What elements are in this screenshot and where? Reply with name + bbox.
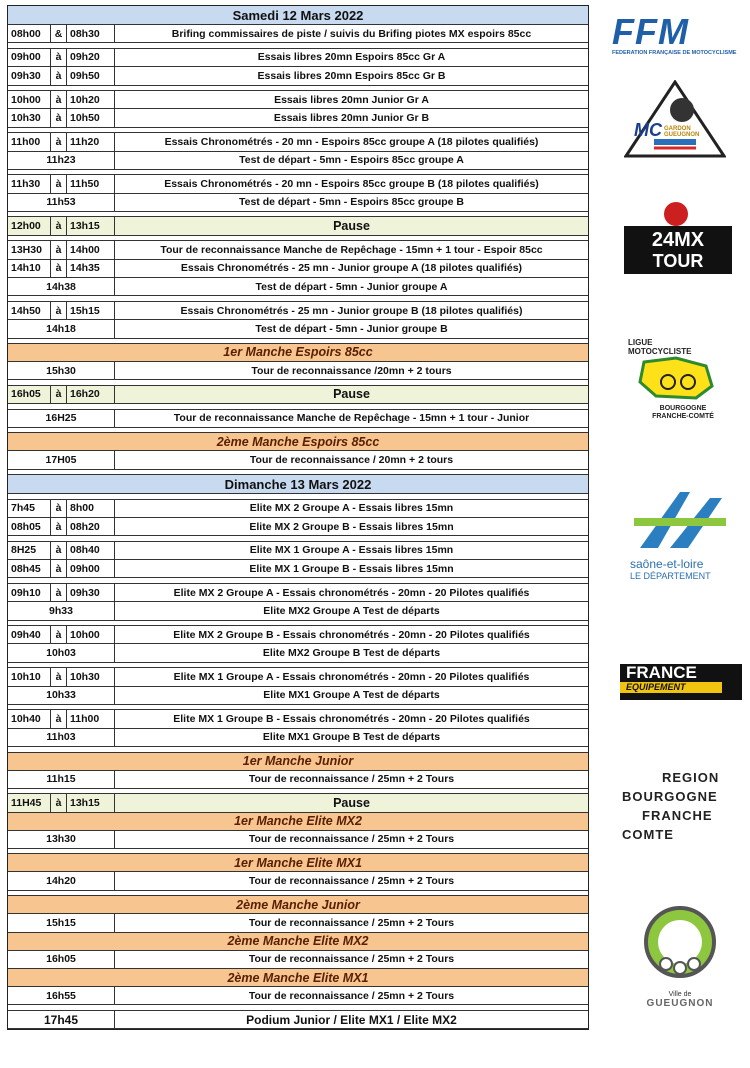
24mx-tour-logo xyxy=(624,200,734,274)
schedule-row xyxy=(8,25,588,43)
day-header-row xyxy=(8,6,588,25)
manche-header-row xyxy=(8,813,588,831)
separator-cell: à xyxy=(51,175,67,192)
schedule-row xyxy=(8,152,588,170)
manche-title: 1er Manche Junior xyxy=(242,754,354,769)
schedule-row xyxy=(8,133,588,151)
schedule-row xyxy=(8,241,588,259)
manche-header-row xyxy=(8,969,588,987)
mc-gardon-logo xyxy=(624,80,726,158)
description-cell: Essais libres 20mn Espoirs 85cc Gr A xyxy=(257,51,446,64)
separator-cell: à xyxy=(51,518,67,535)
schedule-row xyxy=(8,872,588,890)
description-cell: Podium Junior / Elite MX1 / Elite MX2 xyxy=(246,1012,457,1027)
manche-title: 1er Manche Elite MX2 xyxy=(234,814,362,829)
separator-cell: à xyxy=(51,794,67,811)
description-cell: Essais Chronométrés - 25 mn - Junior groupe A (18 pilotes qualifiés) xyxy=(180,262,523,275)
schedule-row xyxy=(8,67,588,85)
pause-row xyxy=(8,217,588,235)
ffm-logo-text: FFM xyxy=(612,11,689,52)
24mx-line1: 24MX xyxy=(651,229,705,251)
time-cell: 14h18 xyxy=(8,320,115,337)
end-time-cell: 14h00 xyxy=(67,241,115,258)
description-cell: Test de départ - 5mn - Espoirs 85cc groupe A xyxy=(239,154,464,167)
time-cell: 16H25 xyxy=(8,410,115,427)
ligue-line3: BOURGOGNE xyxy=(659,405,707,412)
schedule-row xyxy=(8,302,588,320)
end-time-cell: 09h00 xyxy=(67,560,115,577)
schedule-row xyxy=(8,362,588,380)
separator-cell: à xyxy=(51,91,67,108)
schedule-row xyxy=(8,260,588,278)
separator-cell: & xyxy=(51,25,67,42)
manche-title: 1er Manche Elite MX1 xyxy=(234,855,362,870)
description-cell: Tour de reconnaissance Manche de Repêchage - 15mn + 1 tour - Espoir 85cc xyxy=(160,243,543,256)
24mx-line2: TOUR xyxy=(652,251,704,271)
start-time-cell: 11H45 xyxy=(8,794,51,811)
time-cell: 11h03 xyxy=(8,729,115,746)
start-time-cell: 11h30 xyxy=(8,175,51,192)
day-header-row xyxy=(8,475,588,494)
manche-header-row xyxy=(8,433,588,451)
end-time-cell: 11h50 xyxy=(67,175,115,192)
mc-gardon-subtitle: GARDON GUEUGNON xyxy=(664,126,700,138)
start-time-cell: 08h05 xyxy=(8,518,51,535)
region-logo xyxy=(622,768,742,844)
end-time-cell: 13h15 xyxy=(67,794,115,811)
time-cell: 11h53 xyxy=(8,194,115,211)
schedule-row xyxy=(8,1011,588,1029)
time-cell: 17H05 xyxy=(8,451,115,468)
schedule-row xyxy=(8,729,588,747)
start-time-cell: 09h40 xyxy=(8,626,51,643)
ligue-line1: LIGUE xyxy=(628,338,653,347)
end-time-cell: 08h20 xyxy=(67,518,115,535)
start-time-cell: 8H25 xyxy=(8,542,51,559)
description-cell: Tour de reconnaissance / 20mn + 2 tours xyxy=(249,454,454,467)
schedule-row xyxy=(8,584,588,602)
start-time-cell: 14h10 xyxy=(8,260,51,277)
saone-et-loire-emblem-icon xyxy=(630,488,730,552)
end-time-cell: 10h20 xyxy=(67,91,115,108)
manche-header-row xyxy=(8,854,588,872)
description-cell: Essais libres 20mn Espoirs 85cc Gr B xyxy=(257,69,446,82)
description-cell: Pause xyxy=(333,219,370,234)
description-cell: Essais Chronométrés - 20 mn - Espoirs 85cc groupe B (18 pilotes qualifiés) xyxy=(164,177,539,190)
description-cell: Elite MX1 Groupe A Test de départs xyxy=(263,689,440,702)
description-cell: Elite MX 2 Groupe B - Essais chronométrés - 20mn - 20 Pilotes qualifiés xyxy=(173,628,530,641)
description-cell: Test de départ - 5mn - Junior groupe A xyxy=(255,280,448,293)
time-cell: 17h45 xyxy=(8,1011,115,1028)
end-time-cell: 09h20 xyxy=(67,49,115,66)
separator-cell: à xyxy=(51,260,67,277)
schedule-row xyxy=(8,644,588,662)
schedule-row xyxy=(8,500,588,518)
time-cell: 10h03 xyxy=(8,644,115,661)
description-cell: Brifing commissaires de piste / suivis du Brifing piotes MX espoirs 85cc xyxy=(171,27,532,40)
ville-gueugnon-logo xyxy=(630,902,740,1022)
schedule-row xyxy=(8,626,588,644)
description-cell: Tour de reconnaissance Manche de Repêchage - 15mn + 1 tour - Junior xyxy=(173,412,530,425)
description-cell: Essais libres 20mn Junior Gr B xyxy=(273,112,430,125)
schedule-row xyxy=(8,951,588,969)
description-cell: Essais Chronométrés - 25 mn - Junior groupe B (18 pilotes qualifiés) xyxy=(180,304,523,317)
end-time-cell: 10h30 xyxy=(67,668,115,685)
manche-title: 1er Manche Espoirs 85cc xyxy=(223,345,373,360)
start-time-cell: 09h30 xyxy=(8,67,51,84)
description-cell: Elite MX 2 Groupe B - Essais libres 15mn xyxy=(249,520,454,533)
time-cell: 11h23 xyxy=(8,152,115,169)
start-time-cell: 10h10 xyxy=(8,668,51,685)
ffm-logo xyxy=(612,11,742,58)
time-cell: 10h33 xyxy=(8,687,115,704)
description-cell: Pause xyxy=(333,387,370,402)
time-cell: 14h38 xyxy=(8,278,115,295)
schedule-row xyxy=(8,710,588,728)
ville-line1: Ville de xyxy=(668,991,692,998)
description-cell: Essais Chronométrés - 20 mn - Espoirs 85cc groupe A (18 pilotes qualifiés) xyxy=(164,135,539,148)
manche-header-row xyxy=(8,344,588,362)
description-cell: Elite MX1 Groupe B Test de départs xyxy=(262,731,441,744)
separator-cell: à xyxy=(51,626,67,643)
day-title: Samedi 12 Mars 2022 xyxy=(232,7,364,23)
pause-row xyxy=(8,794,588,812)
time-cell: 14h20 xyxy=(8,872,115,889)
schedule-row xyxy=(8,668,588,686)
separator-cell: à xyxy=(51,109,67,126)
day-title: Dimanche 13 Mars 2022 xyxy=(224,476,372,492)
manche-title: 2ème Manche Elite MX2 xyxy=(227,934,369,949)
manche-title: 2ème Manche Espoirs 85cc xyxy=(216,434,380,449)
schedule-row xyxy=(8,771,588,789)
end-time-cell: 08h40 xyxy=(67,542,115,559)
schedule-row xyxy=(8,560,588,578)
manche-header-row xyxy=(8,933,588,951)
schedule-row xyxy=(8,987,588,1005)
start-time-cell: 08h45 xyxy=(8,560,51,577)
france-equipement-logo xyxy=(620,664,742,700)
separator-cell: à xyxy=(51,133,67,150)
start-time-cell: 13H30 xyxy=(8,241,51,258)
schedule-row xyxy=(8,410,588,428)
end-time-cell: 10h00 xyxy=(67,626,115,643)
description-cell: Tour de reconnaissance / 25mn + 2 Tours xyxy=(248,833,455,846)
description-cell: Essais libres 20mn Junior Gr A xyxy=(274,93,429,106)
description-cell: Elite MX 1 Groupe B - Essais chronométrés - 20mn - 20 Pilotes qualifiés xyxy=(173,713,530,726)
end-time-cell: 10h50 xyxy=(67,109,115,126)
description-cell: Elite MX 1 Groupe A - Essais chronométrés - 20mn - 20 Pilotes qualifiés xyxy=(173,670,530,683)
description-cell: Elite MX 1 Groupe B - Essais libres 15mn xyxy=(249,562,454,575)
end-time-cell: 11h00 xyxy=(67,710,115,727)
ffm-logo-subtitle: FEDERATION FRANÇAISE DE MOTOCYCLISME xyxy=(612,50,737,56)
start-time-cell: 7h45 xyxy=(8,500,51,517)
france-line2: EQUIPEMENT xyxy=(620,682,722,693)
end-time-cell: 15h15 xyxy=(67,302,115,319)
end-time-cell: 13h15 xyxy=(67,217,115,234)
schedule-row xyxy=(8,831,588,849)
region-line4: COMTE xyxy=(622,827,674,842)
schedule-row xyxy=(8,91,588,109)
end-time-cell: 11h20 xyxy=(67,133,115,150)
schedule-row xyxy=(8,194,588,212)
description-cell: Tour de reconnaissance / 25mn + 2 Tours xyxy=(248,875,455,888)
schedule-row xyxy=(8,175,588,193)
saone-et-loire-logo xyxy=(630,488,740,588)
end-time-cell: 8h00 xyxy=(67,500,115,517)
time-cell: 16h55 xyxy=(8,987,115,1004)
start-time-cell: 11h00 xyxy=(8,133,51,150)
description-cell: Elite MX 2 Groupe A - Essais libres 15mn xyxy=(249,502,454,515)
description-cell: Elite MX 1 Groupe A - Essais libres 15mn xyxy=(249,544,454,557)
start-time-cell: 14h50 xyxy=(8,302,51,319)
region-line1: REGION xyxy=(662,770,720,785)
ligue-map-icon xyxy=(636,356,716,400)
separator-cell: à xyxy=(51,542,67,559)
time-cell: 16h05 xyxy=(8,951,115,968)
mc-gardon-emblem-icon xyxy=(624,80,726,158)
separator-cell: à xyxy=(51,668,67,685)
description-cell: Tour de reconnaissance / 25mn + 2 Tours xyxy=(248,773,455,786)
schedule-row xyxy=(8,518,588,536)
ligue-logo xyxy=(628,338,738,420)
start-time-cell: 16h05 xyxy=(8,386,51,403)
start-time-cell: 09h10 xyxy=(8,584,51,601)
description-cell: Tour de reconnaissance / 25mn + 2 Tours xyxy=(248,989,455,1002)
saone-line1: saône-et-loire xyxy=(630,557,704,571)
schedule-row xyxy=(8,687,588,705)
sponsor-logos xyxy=(598,0,750,1068)
region-line2: BOURGOGNE xyxy=(622,789,718,804)
ligue-line2: MOTOCYCLISTE xyxy=(628,347,692,356)
time-cell: 15h15 xyxy=(8,914,115,931)
description-cell: Test de départ - 5mn - Junior groupe B xyxy=(255,322,448,335)
separator-cell: à xyxy=(51,560,67,577)
separator-cell: à xyxy=(51,584,67,601)
ville-line2: GUEUGNON xyxy=(646,998,714,1009)
schedule-row xyxy=(8,109,588,127)
description-cell: Test de départ - 5mn - Espoirs 85cc groupe B xyxy=(238,196,465,209)
start-time-cell: 12h00 xyxy=(8,217,51,234)
start-time-cell: 08h00 xyxy=(8,25,51,42)
separator-cell: à xyxy=(51,241,67,258)
time-cell: 15h30 xyxy=(8,362,115,379)
manche-title: 2ème Manche Elite MX1 xyxy=(227,970,369,985)
time-cell: 9h33 xyxy=(8,602,115,619)
manche-title: 2ème Manche Junior xyxy=(236,897,360,912)
france-line1: FRANCE xyxy=(626,663,697,682)
schedule-row xyxy=(8,451,588,469)
start-time-cell: 10h30 xyxy=(8,109,51,126)
separator-cell: à xyxy=(51,217,67,234)
end-time-cell: 09h30 xyxy=(67,584,115,601)
separator-cell: à xyxy=(51,302,67,319)
saone-line2: LE DÉPARTEMENT xyxy=(630,571,711,581)
schedule-row xyxy=(8,320,588,338)
schedule-row xyxy=(8,914,588,932)
end-time-cell: 08h30 xyxy=(67,25,115,42)
start-time-cell: 10h00 xyxy=(8,91,51,108)
schedule-row xyxy=(8,602,588,620)
manche-header-row xyxy=(8,896,588,914)
description-cell: Tour de reconnaissance / 25mn + 2 Tours xyxy=(248,953,455,966)
start-time-cell: 09h00 xyxy=(8,49,51,66)
ligue-line4: FRANCHE-COMTÉ xyxy=(652,413,714,420)
description-cell: Elite MX2 Groupe A Test de départs xyxy=(263,604,440,617)
pause-row xyxy=(8,386,588,404)
separator-cell: à xyxy=(51,386,67,403)
description-cell: Pause xyxy=(333,796,370,810)
separator-cell: à xyxy=(51,49,67,66)
schedule-row xyxy=(8,49,588,67)
description-cell: Tour de reconnaissance /20mn + 2 tours xyxy=(251,364,452,377)
end-time-cell: 09h50 xyxy=(67,67,115,84)
end-time-cell: 14h35 xyxy=(67,260,115,277)
separator-cell: à xyxy=(51,500,67,517)
manche-header-row xyxy=(8,753,588,771)
schedule-table xyxy=(7,5,589,1030)
mc-gardon-text: MC xyxy=(634,120,662,140)
description-cell: Tour de reconnaissance / 25mn + 2 Tours xyxy=(248,916,455,929)
end-time-cell: 16h20 xyxy=(67,386,115,403)
separator-cell: à xyxy=(51,710,67,727)
description-cell: Elite MX 2 Groupe A - Essais chronométrés - 20mn - 20 Pilotes qualifiés xyxy=(173,586,530,599)
region-line3: FRANCHE xyxy=(642,808,713,823)
description-cell: Elite MX2 Groupe B Test de départs xyxy=(262,647,441,660)
time-cell: 13h30 xyxy=(8,831,115,848)
start-time-cell: 10h40 xyxy=(8,710,51,727)
ville-gueugnon-emblem-icon xyxy=(640,902,720,986)
schedule-row xyxy=(8,542,588,560)
schedule-row xyxy=(8,278,588,296)
time-cell: 11h15 xyxy=(8,771,115,788)
separator-cell: à xyxy=(51,67,67,84)
